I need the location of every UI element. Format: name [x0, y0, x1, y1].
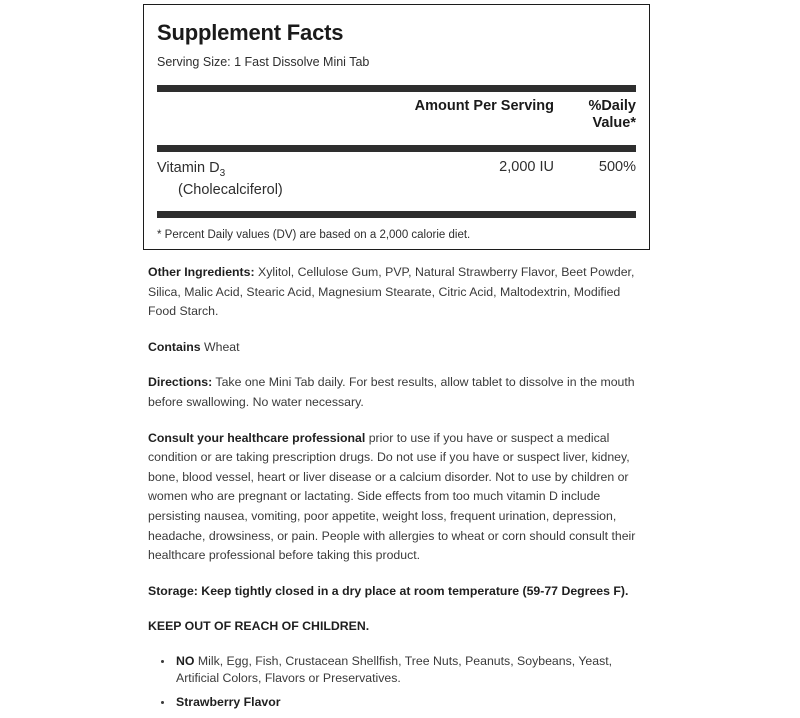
contains-paragraph	[148, 338, 648, 358]
nutrient-name-second-line: (Cholecalciferol)	[178, 181, 283, 198]
other-ingredients-paragraph	[148, 263, 648, 322]
consult-text: prior to use if you have or suspect a medical condition or are taking prescription drugs. Do not use if you have or suspect liver, kidney, bone, blood vessel, heart or liver disease or a calcium disorder. Not to use by children or women who are pregnant or lactating. Side effects from too much vitamin D include persisting nausea, vomiting, poor appetite, weight loss, frequent urination, depression, headache, drowsiness, or pain. People with allergies to wheat or corn should consult their healthcare professional before taking this product.	[148, 430, 636, 563]
serving-size-text: Serving Size: 1 Fast Dissolve Mini Tab	[157, 55, 370, 70]
daily-value-footnote: * Percent Daily values (DV) are based on a 2,000 calorie diet.	[157, 229, 471, 242]
consult-label: Consult your healthcare professional	[148, 430, 366, 445]
nutrient-row-vitamin-d3	[157, 152, 636, 206]
keep-out-of-reach-text: KEEP OUT OF REACH OF CHILDREN.	[148, 619, 370, 634]
free-from-list	[148, 653, 648, 711]
list-item	[174, 694, 648, 711]
storage-label: Storage:	[148, 583, 198, 598]
other-ingredients-label: Other Ingredients:	[148, 265, 255, 279]
directions-text: Take one Mini Tab daily. For best results, allow tablet to dissolve in the mouth before swallowing. No water necessary.	[148, 375, 635, 409]
directions-label: Directions:	[148, 375, 213, 390]
rule-thick-top	[157, 85, 636, 92]
supplement-facts-inner	[144, 21, 649, 243]
consult-paragraph	[148, 429, 648, 566]
nutrient-amount-value: 2,000 IU	[499, 159, 554, 176]
rule-thick-middle	[157, 145, 636, 152]
contains-label: Contains	[148, 339, 201, 354]
bullet-text-no: Milk, Egg, Fish, Crustacean Shellfish, Tree Nuts, Peanuts, Soybeans, Yeast, Artificial Colors, Flavors or Preservatives.	[176, 653, 613, 685]
facts-column-header-row	[157, 92, 636, 135]
supplement-facts-title: Supplement Facts	[157, 20, 344, 45]
bullet-lead-no: NO	[176, 653, 195, 668]
nutrient-name-cell	[157, 159, 404, 200]
label-body-copy	[148, 263, 648, 718]
storage-text: Keep tightly closed in a dry place at room temperature (59-77 Degrees F).	[197, 583, 629, 598]
rule-thick-bottom	[157, 211, 636, 218]
nutrient-name-text: Vitamin D	[157, 160, 220, 177]
column-header-amount-per-serving: Amount Per Serving	[414, 98, 554, 115]
bullet-lead-flavor: Strawberry Flavor	[176, 694, 281, 709]
storage-paragraph	[148, 582, 648, 602]
supplement-facts-panel	[143, 4, 650, 250]
other-ingredients-text: Xylitol, Cellulose Gum, PVP, Natural Strawberry Flavor, Beet Powder, Silica, Malic Acid, Stearic Acid, Magnesium Stearate, Citric Acid, Maltodextrin, Modified Food Starch.	[148, 265, 635, 319]
contains-text: Wheat	[200, 339, 240, 354]
nutrient-name-subscript: 3	[219, 168, 226, 180]
directions-paragraph	[148, 373, 648, 412]
nutrient-daily-value: 500%	[598, 159, 636, 176]
list-item	[174, 653, 648, 687]
keep-out-of-reach-paragraph	[148, 617, 648, 637]
column-header-daily-value: %Daily Value*	[588, 98, 636, 132]
